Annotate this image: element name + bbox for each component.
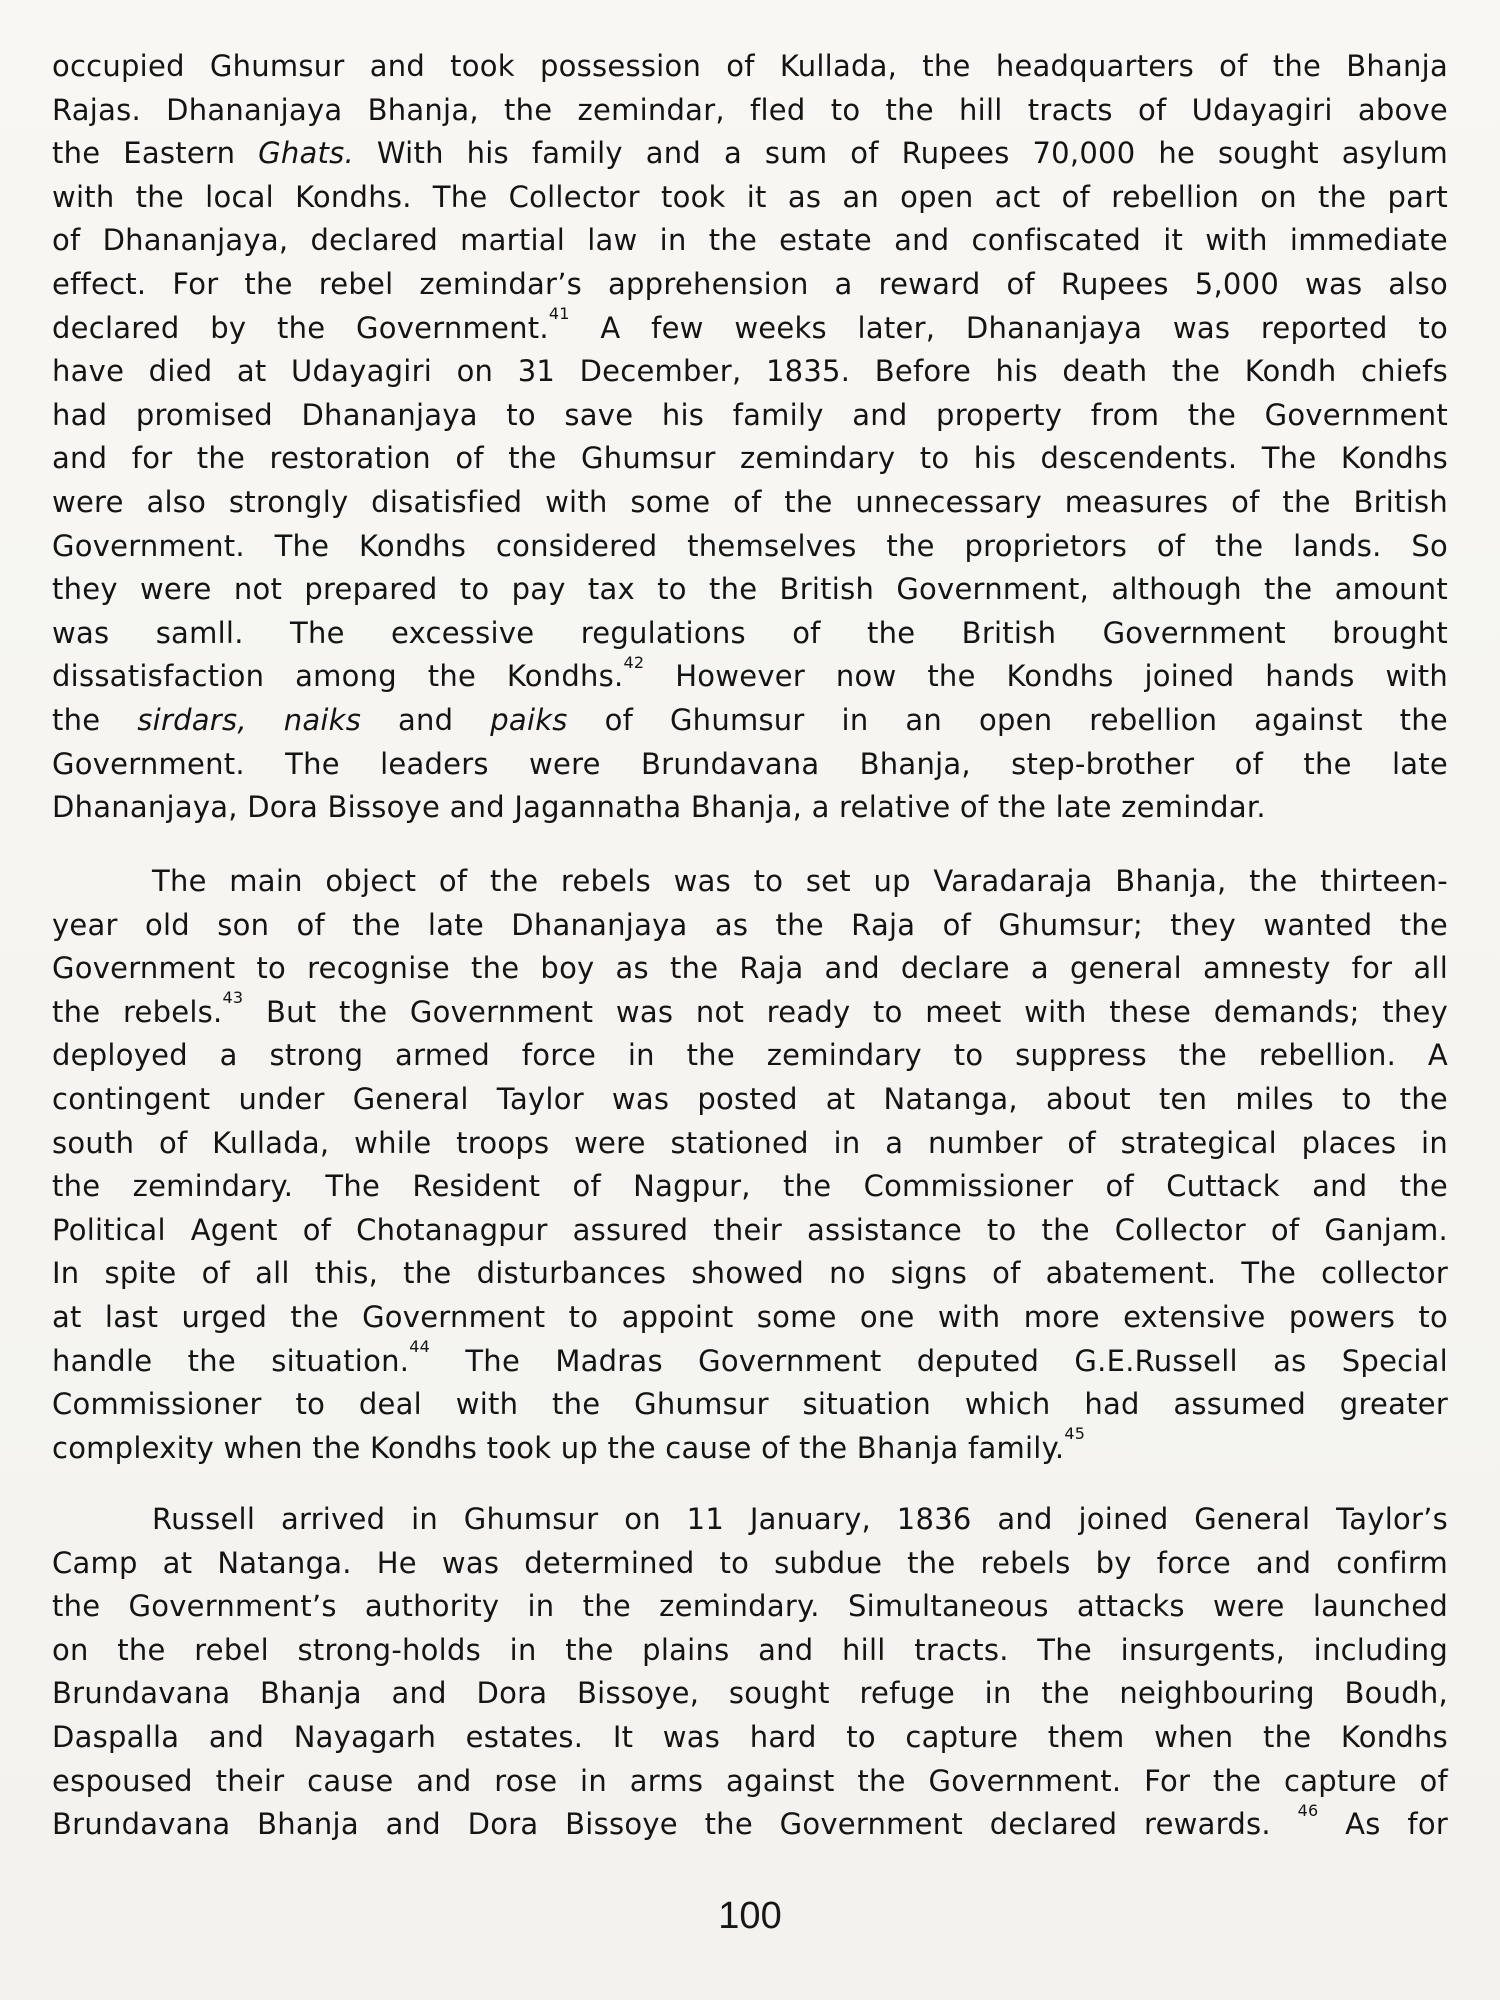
paragraph-line: handle the situation.$^{44}$ The Madras Government deputed G.E.Russell as Special (52, 1336, 1448, 1378)
paragraph-line: Brundavana Bhanja and Dora Bissoye the Government declared rewards. $^{46}$ As for (52, 1800, 1449, 1842)
paragraph-line: Brundavana Bhanja and Dora Bissoye, sought refuge in the neighbouring Boudh, (52, 1676, 1448, 1711)
paragraph-line: declared by the Government.$^{41}$ A few weeks later, Dhananjaya was reported to (52, 303, 1448, 345)
paragraph-line: the zemindary. The Resident of Nagpur, the Commissioner of Cuttack and the (52, 1169, 1448, 1204)
paragraph-line: The main object of the rebels was to set up Varadaraja Bhanja, the thirteen- (152, 864, 1448, 898)
paragraph-2 (52, 860, 1448, 1470)
paragraph-line: the Eastern Ghats. With his family and a sum of Rupees 70,000 he sought asylum (52, 136, 1448, 171)
paragraph-line: effect. For the rebel zemindar’s apprehension a reward of Rupees 5,000 was also (52, 266, 1448, 301)
paragraph-line: deployed a strong armed force in the zemindary to suppress the rebellion. A (52, 1038, 1448, 1073)
paragraph-line: Russell arrived in Ghumsur on 11 January, 1836 and joined General Taylor’s (152, 1502, 1448, 1536)
paragraph-line: with the local Kondhs. The Collector took it as an open act of rebellion on the part (52, 179, 1448, 214)
paragraph-line: were also strongly disatisfied with some of the unnecessary measures of the British (52, 484, 1448, 519)
paragraph-line: the Government’s authority in the zemindary. Simultaneous attacks were launched (52, 1589, 1448, 1624)
paragraph-line: occupied Ghumsur and took possession of Kullada, the headquarters of the Bhanja (52, 49, 1448, 83)
paragraph-line: the sirdars, naiks and paiks of Ghumsur in an open rebellion against the (52, 702, 1449, 737)
paragraph-line: the rebels.$^{43}$ But the Government was not ready to meet with these demands; they (52, 988, 1448, 1029)
paragraph-line: Commissioner to deal with the Ghumsur situation which had assumed greater (52, 1387, 1448, 1422)
paragraph-line: they were not prepared to pay tax to the British Government, although the amount (52, 572, 1448, 607)
paragraph-line: Government. The leaders were Brundavana Bhanja, step-brother of the late (52, 746, 1448, 781)
paragraph-line: Dhananjaya, Dora Bissoye and Jagannatha Bhanja, a relative of the late zemindar. (52, 790, 1266, 825)
paragraph-line: year old son of the late Dhananjaya as the Raja of Ghumsur; they wanted the (52, 907, 1448, 942)
paragraph-line: Government. The Kondhs considered themselves the proprietors of the lands. So (52, 528, 1448, 563)
paragraph-line: at last urged the Government to appoint some one with more extensive powers to (52, 1299, 1448, 1334)
paragraph-line: complexity when the Kondhs took up the cause of the Bhanja family.$^{45}$ (52, 1424, 1086, 1465)
paragraph-line: and for the restoration of the Ghumsur zemindary to his descendents. The Kondhs (52, 441, 1448, 476)
paragraph-line: contingent under General Taylor was posted at Natanga, about ten miles to the (52, 1081, 1448, 1116)
paragraph-1 (52, 45, 1448, 830)
paragraph-line: was samll. The excessive regulations of the British Government brought (52, 615, 1448, 650)
paragraph-line: have died at Udayagiri on 31 December, 1835. Before his death the Kondh chiefs (52, 354, 1448, 389)
paragraph-line: on the rebel strong-holds in the plains and hill tracts. The insurgents, including (52, 1632, 1448, 1667)
paragraph-line: Government to recognise the boy as the Raja and declare a general amnesty for all (52, 951, 1448, 986)
paragraph-line: dissatisfaction among the Kondhs.$^{42}$ However now the Kondhs joined hands with (52, 652, 1448, 694)
paragraph-3 (52, 1498, 1448, 1847)
paragraph-line: of Dhananjaya, declared martial law in the estate and confiscated it with immediate (52, 223, 1448, 258)
paragraph-line: Rajas. Dhananjaya Bhanja, the zemindar, fled to the hill tracts of Udayagiri above (52, 92, 1448, 127)
paragraph-line: Political Agent of Chotanagpur assured their assistance to the Collector of Ganjam. (52, 1212, 1448, 1247)
page-number: 100 (718, 1895, 782, 1937)
paragraph-line: In spite of all this, the disturbances showed no signs of abatement. The collector (52, 1256, 1448, 1291)
paragraph-line: had promised Dhananjaya to save his family and property from the Government (52, 397, 1448, 432)
paragraph-line: espoused their cause and rose in arms against the Government. For the capture of (52, 1763, 1448, 1798)
paragraph-line: south of Kullada, while troops were stationed in a number of strategical places in (52, 1125, 1448, 1160)
paragraph-line: Daspalla and Nayagarh estates. It was hard to capture them when the Kondhs (52, 1719, 1448, 1754)
paragraph-line: Camp at Natanga. He was determined to subdue the rebels by force and confirm (52, 1545, 1448, 1580)
